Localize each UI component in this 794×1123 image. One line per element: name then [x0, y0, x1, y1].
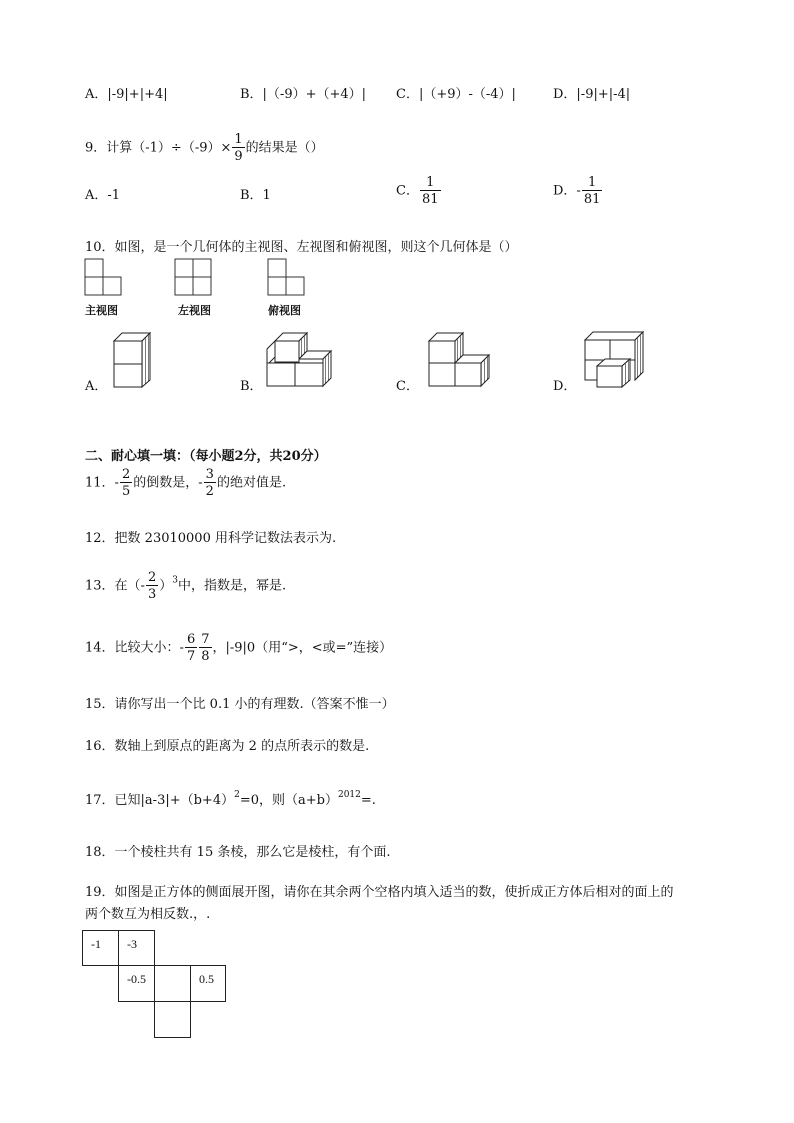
q11-mid-text: 的倒数是， [133, 475, 199, 491]
q14-fraction-1 [185, 633, 197, 663]
net-cell-0-5: 0.5 [190, 965, 226, 1002]
q10-view-front-label: 主视图 [85, 304, 118, 317]
q9-option-d-fraction [582, 176, 603, 206]
q10-stem: 10．如图，是一个几何体的主视图、左视图和俯视图，则这个几何体是（） [85, 240, 518, 255]
net-cell-neg0-5: -0.5 [118, 965, 155, 1002]
q16: 16．数轴上到原点的距离为 2 的点所表示的数是. [85, 739, 370, 754]
q13-fraction-denominator: 3 [147, 587, 157, 602]
q9-option-c-fraction [420, 176, 441, 206]
q9-fraction-numerator: 1 [234, 132, 243, 147]
q13-fraction-numerator: 2 [147, 570, 157, 585]
q9-fraction [232, 133, 244, 163]
q14-fraction-1-denominator: 7 [186, 649, 196, 664]
q10-view-top-label: 俯视图 [268, 304, 301, 317]
q10-option-b: B． [240, 379, 263, 394]
q8-option-d: D．|-9|+|-4| [553, 87, 631, 102]
q10-three-views [82, 258, 322, 300]
q9-option-c-label: C． [396, 183, 419, 199]
front-view-figure [85, 259, 121, 295]
q11-number: 11． [85, 475, 115, 491]
q11 [85, 468, 286, 498]
q17-post-text: =. [360, 793, 376, 808]
q8-option-a: A．|-9|+|+4| [85, 87, 168, 102]
q9-stem-pre: 9．计算（-1）÷（-9）× [85, 140, 232, 156]
q10-option-a: A． [85, 379, 108, 394]
q14-pre-text: 14．比较大小：- [85, 640, 184, 656]
q10-option-c: C． [396, 379, 419, 394]
q9-option-c [396, 176, 442, 206]
option-b-figure [267, 333, 331, 386]
q10-view-left-label: 左视图 [178, 304, 211, 317]
q13-fraction [146, 571, 158, 601]
q8-option-c: C．|（+9）-（-4）| [396, 87, 516, 102]
q8-option-b: B．|（-9）+（+4）| [240, 87, 367, 102]
q17-exponent-1: 2 [234, 790, 240, 800]
q11-fraction-2-sign: - [198, 475, 203, 491]
option-c-figure [429, 333, 489, 386]
q12: 12．把数 23010000 用科学记数法表示为. [85, 531, 337, 546]
q18: 18．一个棱柱共有 15 条棱，那么它是棱柱，有个面. [85, 845, 391, 860]
q9-option-b: B．1 [240, 188, 271, 203]
q9-option-c-denominator: 81 [421, 192, 439, 207]
q11-fraction-1-numerator: 2 [121, 467, 131, 482]
q15: 15．请你写出一个比 0.1 小的有理数.（答案不惟一） [85, 697, 395, 712]
top-view-figure [268, 259, 304, 295]
q9-option-c-numerator: 1 [420, 176, 441, 191]
q11-fraction-2-numerator: 3 [205, 467, 214, 482]
left-view-figure [175, 259, 211, 295]
q17 [85, 789, 376, 808]
q19-line-2: 两个数互为相反数.，. [85, 907, 211, 922]
q13 [85, 571, 286, 601]
q11-fraction-1-sign: - [114, 475, 119, 491]
q10-option-d: D． [553, 379, 577, 394]
q9-stem [85, 133, 324, 163]
section-2-heading: 二、耐心填一填：（每小题2分，共20分） [85, 449, 327, 464]
q11-fraction-1-denominator: 5 [121, 484, 131, 499]
q9-fraction-denominator: 9 [234, 149, 243, 164]
q9-option-d-numerator: 1 [582, 176, 603, 191]
q11-fraction-1 [120, 468, 132, 498]
q14-fraction-2-numerator: 7 [201, 632, 210, 647]
q11-fraction-2 [204, 468, 216, 498]
q9-option-d [553, 176, 603, 206]
q14 [85, 633, 392, 663]
q13-close-paren: ） [159, 578, 173, 594]
q14-fraction-1-numerator: 6 [186, 632, 196, 647]
q17-mid-text: =0，则（a+b） [239, 793, 338, 808]
net-cell-neg3: -3 [118, 930, 155, 966]
q9-option-d-denominator: 81 [583, 192, 601, 207]
net-cell-neg1: -1 [82, 930, 119, 966]
q11-post-text: 的绝对值是. [216, 475, 287, 491]
q17-pre-text: 17．已知|a-3|+（b+4） [85, 793, 235, 808]
q13-pre-text: 13．在（- [85, 578, 145, 594]
q14-fraction-2 [199, 633, 211, 663]
option-d-figure [585, 332, 643, 387]
net-cell-blank-2[interactable] [154, 1001, 191, 1038]
q9-stem-post: 的结果是（） [245, 140, 324, 156]
option-a-figure [114, 333, 150, 387]
q14-fraction-2-denominator: 8 [201, 649, 210, 664]
q19-line-1: 19．如图是正方体的侧面展开图，请你在其余两个空格内填入适当的数，使折成正方体后相对的面上的 [85, 885, 674, 900]
net-cell-blank-1[interactable] [154, 965, 191, 1002]
q9-option-a: A．-1 [85, 188, 121, 203]
q11-fraction-2-denominator: 2 [205, 484, 214, 499]
q13-exponent: 3 [172, 575, 178, 586]
q17-exponent-2: 2012 [337, 790, 361, 800]
q9-option-d-label: D．- [553, 183, 581, 199]
q13-post-text: 中，指数是，幂是. [177, 578, 287, 594]
q14-post-text: ，|-9|0（用“>，<或=”连接） [212, 640, 393, 656]
